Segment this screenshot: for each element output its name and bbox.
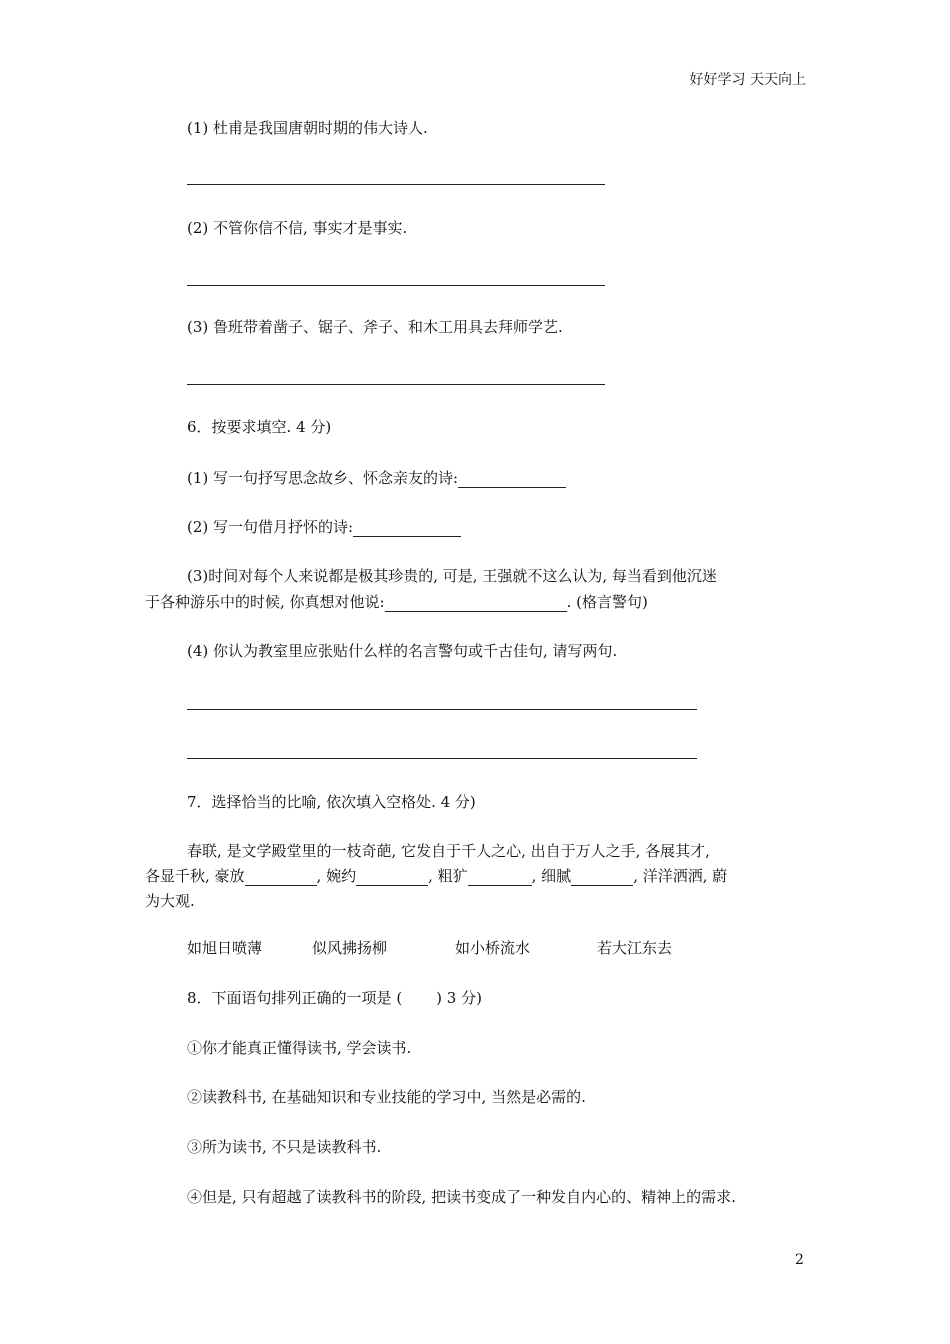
q7-paragraph-line-3: 为大观. bbox=[145, 892, 195, 910]
q8-item-1: ①你才能真正懂得读书, 学会读书. bbox=[187, 1039, 412, 1057]
blank-q7-1[interactable] bbox=[245, 870, 317, 886]
q7-text-a: 各显千秋, 豪放 bbox=[145, 867, 245, 885]
q6-item-1 bbox=[187, 468, 566, 488]
answer-line-q5-3[interactable] bbox=[187, 384, 605, 385]
page-header: 好好学习 天天向上 bbox=[689, 72, 806, 88]
q7-option-2: 似风拂扬柳 bbox=[312, 939, 388, 957]
q5-item-1: (1) 杜甫是我国唐朝时期的伟大诗人. bbox=[187, 119, 428, 137]
q7-text-e: , 洋洋洒洒, 蔚 bbox=[633, 867, 728, 885]
blank-q7-3[interactable] bbox=[468, 870, 532, 886]
q7-paragraph-line-1: 春联, 是文学殿堂里的一枝奇葩, 它发自于千人之心, 出自于万人之手, 各展其才, bbox=[187, 842, 710, 860]
q6-item-4: (4) 你认为教室里应张贴什么样的名言警句或千古佳句, 请写两句. bbox=[187, 642, 618, 660]
answer-line-q6-4a[interactable] bbox=[187, 709, 697, 710]
q5-item-3: (3) 鲁班带着凿子、锯子、斧子、和木工用具去拜师学艺. bbox=[187, 318, 563, 336]
q7-option-4: 若大江东去 bbox=[597, 939, 673, 957]
q6-item-3-suffix: . (格言警句) bbox=[566, 593, 648, 611]
q8-item-4: ④但是, 只有超越了读教科书的阶段, 把读书变成了一种发自内心的、精神上的需求. bbox=[187, 1188, 736, 1206]
q7-option-3: 如小桥流水 bbox=[455, 939, 531, 957]
q7-text-c: , 粗犷 bbox=[428, 867, 468, 885]
answer-line-q5-1[interactable] bbox=[187, 184, 605, 185]
blank-q6-1[interactable] bbox=[458, 472, 566, 488]
q7-text-b: , 婉约 bbox=[316, 867, 357, 885]
page-number: 2 bbox=[795, 1252, 804, 1268]
blank-q6-2[interactable] bbox=[353, 521, 461, 537]
q7-title: 7．选择恰当的比喻, 依次填入空格处. 4 分) bbox=[187, 793, 476, 811]
q6-item-3-text: 于各种游乐中的时候, 你真想对他说: bbox=[145, 593, 385, 611]
q8-title-text: 8．下面语句排列正确的一项是 ( bbox=[187, 989, 403, 1007]
answer-line-q5-2[interactable] bbox=[187, 285, 605, 286]
answer-line-q6-4b[interactable] bbox=[187, 758, 697, 759]
blank-q6-3[interactable] bbox=[385, 596, 567, 612]
q7-option-1: 如旭日喷薄 bbox=[187, 939, 263, 957]
q6-item-1-text: (1) 写一句抒写思念故乡、怀念亲友的诗: bbox=[187, 469, 459, 487]
q7-paragraph-line-2 bbox=[145, 866, 727, 886]
q6-item-3-line-1: (3)时间对每个人来说都是极其珍贵的, 可是, 王强就不这么认为, 每当看到他沉迷 bbox=[187, 567, 717, 585]
q7-text-d: , 细腻 bbox=[531, 867, 572, 885]
q6-item-2 bbox=[187, 517, 461, 537]
q8-item-3: ③所为读书, 不只是读教科书. bbox=[187, 1138, 382, 1156]
q8-title bbox=[187, 988, 482, 1008]
q8-item-2: ②读教科书, 在基础知识和专业技能的学习中, 当然是必需的. bbox=[187, 1088, 586, 1106]
q5-item-2: (2) 不管你信不信, 事实才是事实. bbox=[187, 219, 408, 237]
q6-item-2-text: (2) 写一句借月抒怀的诗: bbox=[187, 518, 354, 536]
q6-title: 6．按要求填空. 4 分) bbox=[187, 418, 332, 436]
q8-title-score: ) 3 分) bbox=[436, 989, 482, 1007]
q6-item-3-line-2 bbox=[145, 592, 648, 612]
blank-q7-4[interactable] bbox=[571, 870, 633, 886]
blank-q7-2[interactable] bbox=[356, 870, 428, 886]
